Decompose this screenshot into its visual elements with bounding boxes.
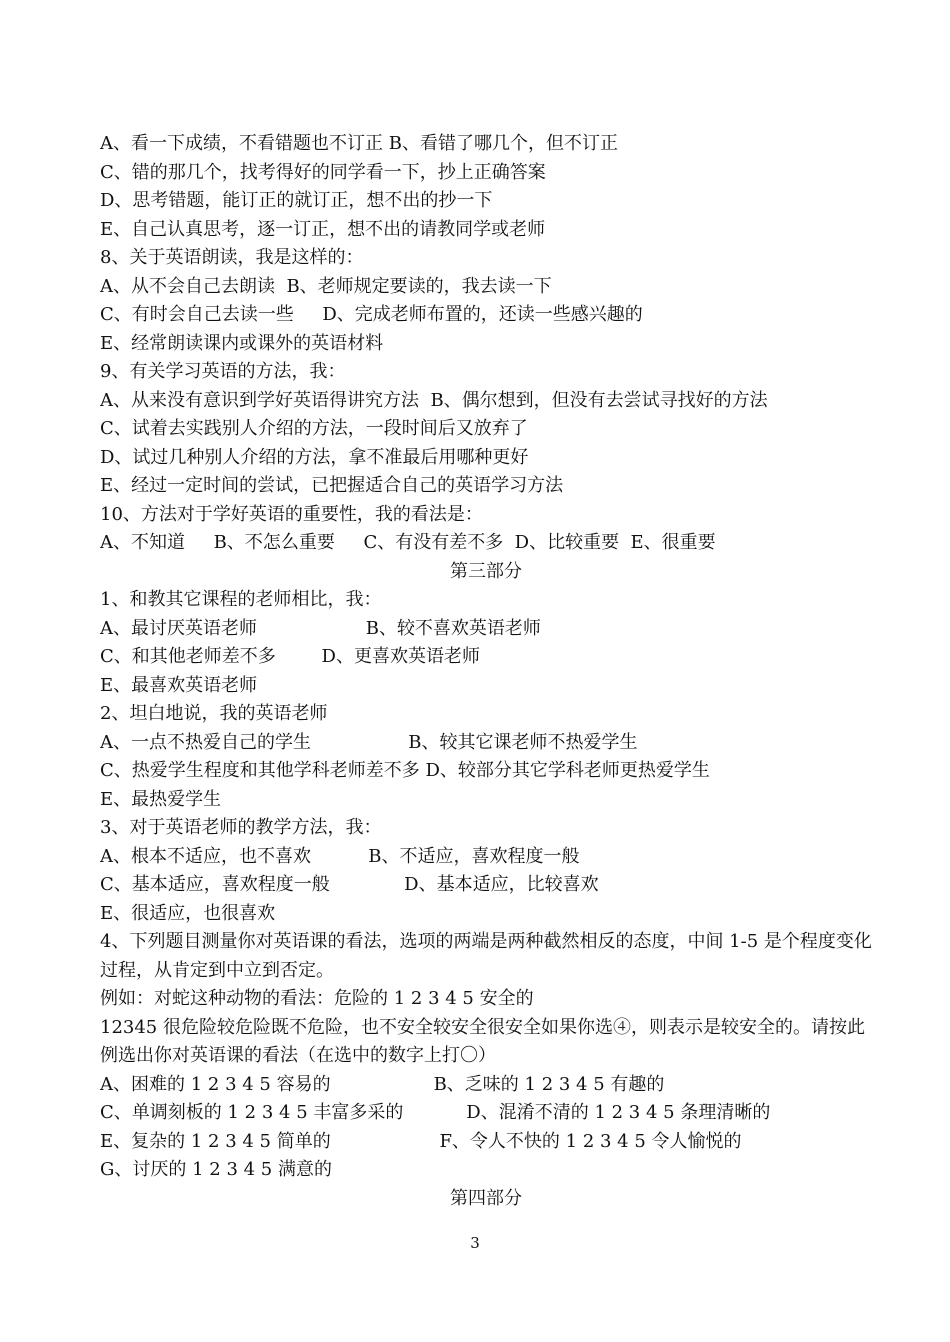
scale-option-line: G、讨厌的 1 2 3 4 5 满意的	[100, 1159, 332, 1180]
example-line: 例如：对蛇这种动物的看法：危险的 1 2 3 4 5 安全的	[100, 988, 534, 1009]
question-line: 9、有关学习英语的方法，我：	[100, 361, 346, 382]
option-line: A、一点不热爱自己的学生 B、较其它课老师不热爱学生	[100, 731, 638, 753]
option-line: D、试过几种别人介绍的方法，拿不准最后用哪种更好	[100, 446, 529, 468]
option-line: C、基本适应，喜欢程度一般 D、基本适应，比较喜欢	[100, 874, 599, 895]
option-line: A、从不会自己去朗读 B、老师规定要读的，我去读一下	[100, 275, 552, 297]
option-line: C、试着去实践别人介绍的方法，一段时间后又放弃了	[100, 418, 528, 439]
option-line: E、经常朗读课内或课外的英语材料	[100, 332, 384, 354]
section-heading: 第三部分	[450, 560, 522, 582]
option-line: D、思考错题，能订正的就订正，想不出的抄一下	[100, 190, 493, 211]
option-line: C、热爱学生程度和其他学科老师差不多 D、较部分其它学科老师更热爱学生	[100, 760, 710, 781]
option-line: C、和其他老师差不多 D、更喜欢英语老师	[100, 646, 480, 667]
option-line: A、最讨厌英语老师 B、较不喜欢英语老师	[100, 617, 541, 639]
scale-option-line: E、复杂的 1 2 3 4 5 简单的 F、令人不快的 1 2 3 4 5 令人愉悦的	[100, 1130, 742, 1152]
option-line: A、不知道 B、不怎么重要 C、有没有差不多 D、比较重要 E、很重要	[100, 532, 716, 553]
question-line: 2、坦白地说，我的英语老师	[100, 703, 328, 724]
instruction-paragraph: 12345 很危险较危险既不危险，也不安全较安全很安全如果你选④，则表示是较安全的。请按此例选出你对英语课的看法（在选中的数字上打〇）	[100, 1016, 865, 1066]
option-line: E、最热爱学生	[100, 788, 222, 810]
option-line: E、最喜欢英语老师	[100, 674, 258, 696]
page-number: 3	[470, 1234, 480, 1252]
question-line: 8、关于英语朗读，我是这样的：	[100, 247, 364, 268]
option-line: E、很适应，也很喜欢	[100, 902, 276, 924]
option-line: A、根本不适应，也不喜欢 B、不适应，喜欢程度一般	[100, 845, 580, 867]
option-line: E、经过一定时间的尝试，已把握适合自己的英语学习方法	[100, 475, 564, 496]
option-line: E、自己认真思考，逐一订正，想不出的请教同学或老师	[100, 218, 546, 240]
scale-option-line: C、单调刻板的 1 2 3 4 5 丰富多采的 D、混淆不清的 1 2 3 4 5 条理清晰的	[100, 1102, 771, 1123]
section-heading: 第四部分	[450, 1187, 522, 1209]
document-body	[100, 130, 872, 1213]
question-line: 3、对于英语老师的教学方法，我：	[100, 817, 382, 838]
option-line: C、错的那几个，找考得好的同学看一下，抄上正确答案	[100, 161, 546, 183]
question-paragraph: 4、下列题目测量你对英语课的看法，选项的两端是两种截然相反的态度，中间 1-5 是个程度变化过程，从肯定到中立到否定。	[100, 931, 872, 981]
question-line: 1、和教其它课程的老师相比，我：	[100, 589, 382, 610]
option-line: C、有时会自己去读一些 D、完成老师布置的，还读一些感兴趣的	[100, 304, 643, 325]
option-line: A、看一下成绩，不看错题也不订正 B、看错了哪几个，但不订正	[100, 133, 618, 154]
scale-option-line: A、困难的 1 2 3 4 5 容易的 B、乏味的 1 2 3 4 5 有趣的	[100, 1073, 665, 1095]
question-line: 10、方法对于学好英语的重要性，我的看法是：	[100, 503, 483, 525]
option-line: A、从来没有意识到学好英语得讲究方法 B、偶尔想到，但没有去尝试寻找好的方法	[100, 389, 768, 411]
